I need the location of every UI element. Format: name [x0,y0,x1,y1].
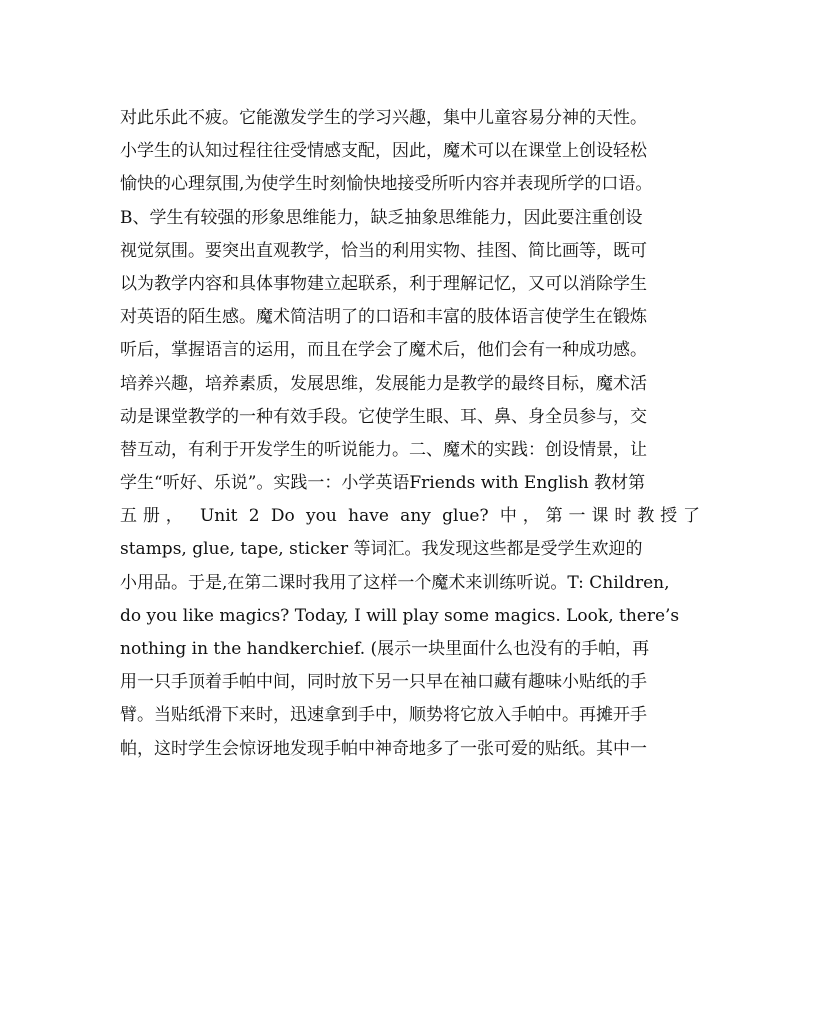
body-text [120,102,700,766]
text-line: stamps, glue, tape, sticker 等词汇。我发现这些都是受学生欢迎的 [120,539,643,560]
text-line: 小学生的认知过程往往受情感支配，因此，魔术可以在课堂上创设轻松 [120,141,647,162]
text-line: 以为教学内容和具体事物建立起联系，利于理解记忆，又可以消除学生 [120,273,647,294]
text-line: 臂。当贴纸滑下来时，迅速拿到手中，顺势将它放入手帕中。再摊开手 [120,705,647,726]
text-line: 培养兴趣，培养素质，发展思维，发展能力是教学的最终目标，魔术活 [120,373,647,394]
text-line: 愉快的心理氛围,为使学生时刻愉快地接受所听内容并表现所学的口语。 [120,174,653,195]
text-line: 小用品。于是,在第二课时我用了这样一个魔术来训练听说。T: Children, [120,572,670,593]
text-line: 用一只手顶着手帕中间，同时放下另一只早在袖口藏有趣味小贴纸的手 [120,672,647,693]
text-line: B、学生有较强的形象思维能力，缺乏抽象思维能力，因此要注重创设 [120,207,643,228]
text-line: nothing in the handkerchief. (展示一块里面什么也没有的手帕，再 [120,639,650,659]
text-line: 学生“听好、乐说”。实践一：小学英语Friends with English 教材第 [120,473,646,494]
text-line: do you like magics? Today, I will play some magics. Look, there’s [120,605,680,626]
text-line: 五册， Unit 2 Do you have any glue? 中，第一课时教授了 [120,506,700,527]
text-line: 视觉氛围。要突出直观教学，恰当的利用实物、挂图、简比画等，既可 [120,240,647,261]
text-line: 对此乐此不疲。它能激发学生的学习兴趣，集中儿童容易分神的天性。 [120,108,647,128]
text-line: 动是课堂教学的一种有效手段。它使学生眼、耳、鼻、身全员参与，交 [120,406,647,427]
text-line: 帕，这时学生会惊讶地发现手帕中神奇地多了一张可爱的贴纸。其中一 [120,738,647,759]
text-line: 替互动，有利于开发学生的听说能力。二、魔术的实践：创设情景，让 [120,439,647,460]
text-line: 对英语的陌生感。魔术简洁明了的口语和丰富的肢体语言使学生在锻炼 [120,307,647,328]
text-line: 听后，掌握语言的运用，而且在学会了魔术后，他们会有一种成功感。 [120,340,647,361]
